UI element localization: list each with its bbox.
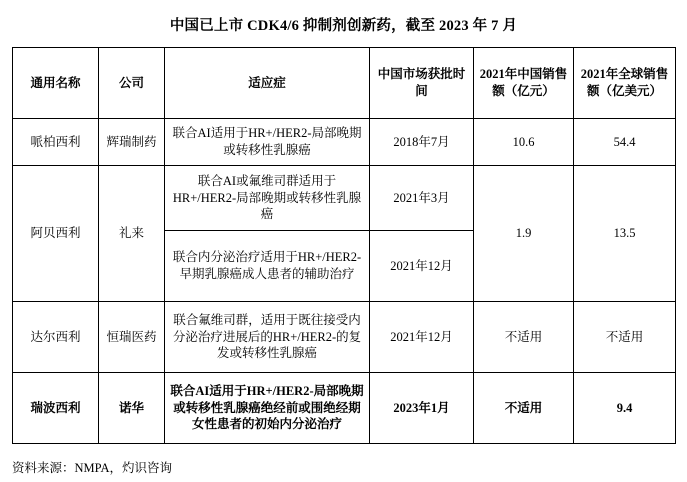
cell-china-sales: 1.9 [474, 166, 574, 302]
column-header-generic-name: 通用名称 [13, 48, 99, 119]
cell-indication: 联合AI适用于HR+/HER2-局部晚期或转移性乳腺癌 [165, 119, 370, 166]
cell-indication: 联合AI或氟维司群适用于HR+/HER2-局部晚期或转移性乳腺癌 [165, 166, 370, 231]
cell-global-sales: 9.4 [574, 373, 676, 444]
cell-generic-name: 阿贝西利 [13, 166, 99, 302]
table-row [13, 302, 676, 373]
cell-china-sales: 不适用 [474, 302, 574, 373]
cell-company: 诺华 [99, 373, 165, 444]
column-header-company: 公司 [99, 48, 165, 119]
cell-approval-time: 2021年12月 [370, 302, 474, 373]
cell-approval-time: 2018年7月 [370, 119, 474, 166]
cell-approval-time: 2021年3月 [370, 166, 474, 231]
cell-global-sales: 54.4 [574, 119, 676, 166]
cell-china-sales: 10.6 [474, 119, 574, 166]
table-row [13, 373, 676, 444]
table-body [13, 119, 676, 444]
table-header-row [13, 48, 676, 119]
cell-global-sales: 不适用 [574, 302, 676, 373]
cell-approval-time: 2023年1月 [370, 373, 474, 444]
cell-global-sales: 13.5 [574, 166, 676, 302]
column-header-global-sales: 2021年全球销售额（亿美元） [574, 48, 676, 119]
column-header-china-sales: 2021年中国销售额（亿元） [474, 48, 574, 119]
column-header-indication: 适应症 [165, 48, 370, 119]
table-row [13, 119, 676, 166]
source-note: 资料来源：NMPA，灼识咨询 [12, 461, 172, 475]
table-row [13, 166, 676, 231]
cell-company: 恒瑞医药 [99, 302, 165, 373]
cdk46-drug-table [12, 47, 676, 444]
cell-indication: 联合内分泌治疗适用于HR+/HER2-早期乳腺癌成人患者的辅助治疗 [165, 231, 370, 302]
cell-generic-name: 达尔西利 [13, 302, 99, 373]
table-header [13, 48, 676, 119]
cell-company: 辉瑞制药 [99, 119, 165, 166]
cell-company: 礼来 [99, 166, 165, 302]
page-title: 中国已上市 CDK4/6 抑制剂创新药，截至 2023 年 7 月 [169, 18, 518, 34]
cell-indication: 联合AI适用于HR+/HER2-局部晚期或转移性乳腺癌绝经前或围绝经期女性患者的初始内分泌治疗 [165, 373, 370, 444]
cell-generic-name: 瑞波西利 [13, 373, 99, 444]
column-header-approval-time: 中国市场获批时间 [370, 48, 474, 119]
cell-indication: 联合氟维司群，适用于既往接受内分泌治疗进展后的HR+/HER2-的复发或转移性乳腺癌 [165, 302, 370, 373]
cell-generic-name: 哌柏西利 [13, 119, 99, 166]
cell-china-sales: 不适用 [474, 373, 574, 444]
cell-approval-time: 2021年12月 [370, 231, 474, 302]
